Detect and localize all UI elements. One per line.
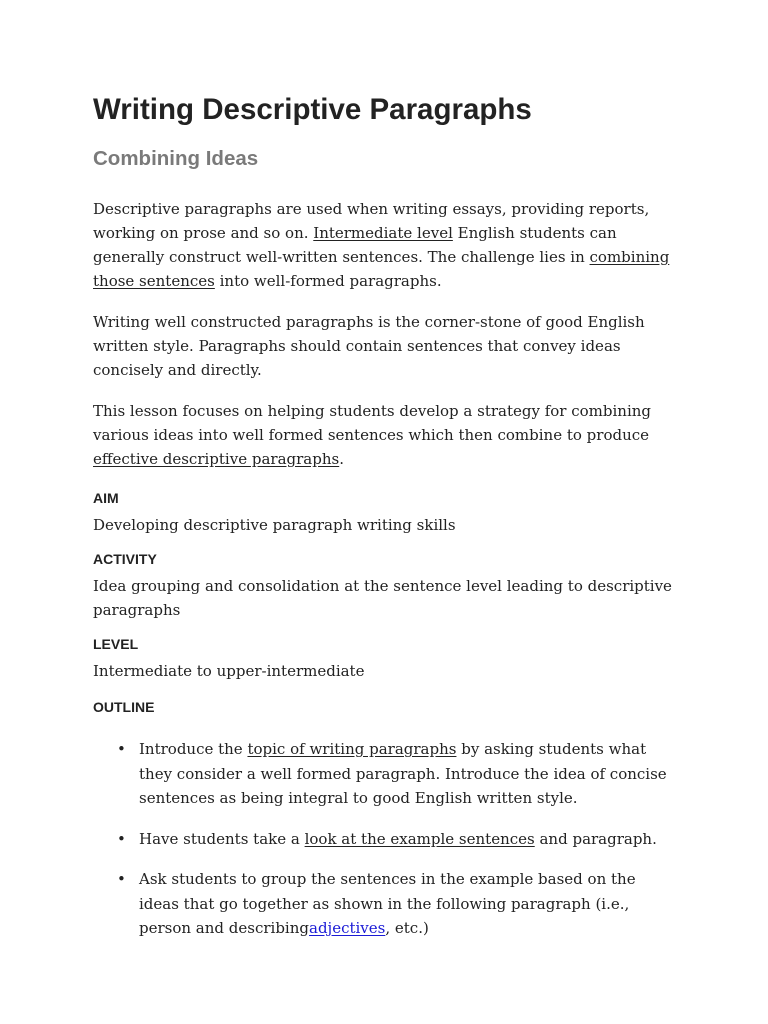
section-subtitle: Combining Ideas [93,147,259,170]
item-text-2: and paragraph. [534,829,657,848]
item-text-1: Ask students to group the sentences in the example based on the ideas that go together as shown in the following paragraph (i.e., person and describing [139,870,636,937]
activity-text: Idea grouping and consolidation at the sentence level leading to descriptive paragraphs [93,577,672,619]
style-paragraph: Writing well constructed paragraphs is the corner-stone of good English written style. Paragraphs should contain sentences that convey ideas concisely and directly. [93,313,645,379]
adjectives-link[interactable]: adjectives [309,919,386,937]
focus-text-1: This lesson focuses on helping students develop a strategy for combining various ideas into well formed sentences which then combine to produce [93,402,652,444]
bullet-icon: • [117,829,126,848]
level-label: LEVEL [93,636,139,652]
item-text-1: Have students take a [139,829,305,848]
item-text-2: , etc.) [385,919,429,937]
outline-list [93,737,673,941]
aim-label: AIM [93,490,119,506]
combining-sentences-link[interactable]: combining those sentences [93,248,670,290]
aim-text: Developing descriptive paragraph writing skills [93,516,456,534]
item-text-2: by asking students what they consider a well formed paragraph. Introduce the idea of concise sentences as being integral to good English written style. [139,740,667,807]
lesson-focus-paragraph [93,399,673,471]
level-text: Intermediate to upper-intermediate [93,662,365,680]
outline-label: OUTLINE [93,699,155,715]
list-item [117,827,673,852]
bullet-icon: • [117,740,126,758]
intro-paragraph [93,197,673,293]
writing-paragraphs-topic-link[interactable]: topic of writing paragraphs [247,740,457,758]
activity-label: ACTIVITY [93,551,157,567]
example-sentences-link[interactable]: look at the example sentences [304,829,535,848]
effective-paragraphs-link[interactable]: effective descriptive paragraphs [93,450,340,468]
intro-text-3: into well-formed paragraphs. [214,272,442,290]
page-title: Writing Descriptive Paragraphs [93,93,532,126]
list-item [117,737,673,811]
intro-text-2: English students can generally construct well-written sentences. The challenge lies in [93,224,617,266]
focus-text-2: . [339,450,344,468]
item-text-1: Introduce the [139,740,248,758]
intro-text-1: Descriptive paragraphs are used when writing essays, providing reports, working on prose and so on. [93,200,650,242]
intermediate-level-link[interactable]: Intermediate level [313,224,453,242]
bullet-icon: • [117,870,126,888]
list-item [117,867,673,941]
